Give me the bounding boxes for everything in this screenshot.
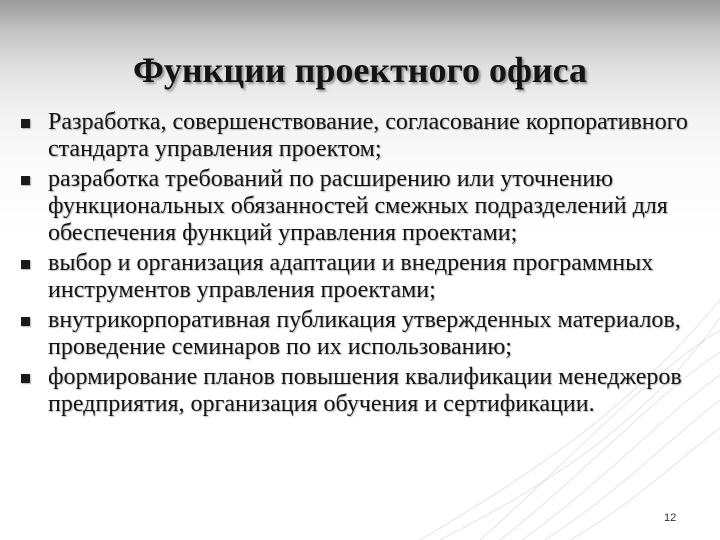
square-bullet-icon: [21, 374, 30, 383]
bullet-item: [18, 109, 708, 163]
bullet-item: [18, 250, 708, 304]
bullet-item: [18, 166, 708, 247]
bullet-text: формирование планов повышения квалификации менеджеров предприятия, организация обучения и сертификации.: [48, 364, 682, 417]
square-bullet-icon: [21, 176, 30, 185]
bullet-item: [18, 307, 708, 361]
square-bullet-icon: [21, 317, 30, 326]
page-number: 12: [664, 512, 677, 524]
bullet-item: [18, 364, 708, 418]
slide-title: Функции проектного офиса: [132, 50, 588, 90]
bullet-text: выбор и организация адаптации и внедрения программных инструментов управления проектами;: [48, 250, 654, 303]
bullet-text: внутрикорпоративная публикация утвержденных материалов, проведение семинаров по их использованию;: [48, 307, 681, 360]
bullet-list: [18, 109, 708, 421]
bullet-text: разработка требований по расширению или уточнению функциональных обязанностей смежных подразделений для обеспечения функций управления проектами;: [48, 166, 668, 246]
square-bullet-icon: [21, 260, 30, 269]
bullet-text: Разработка, совершенствование, согласование корпоративного стандарта управления проектом;: [48, 109, 688, 162]
square-bullet-icon: [21, 119, 30, 128]
